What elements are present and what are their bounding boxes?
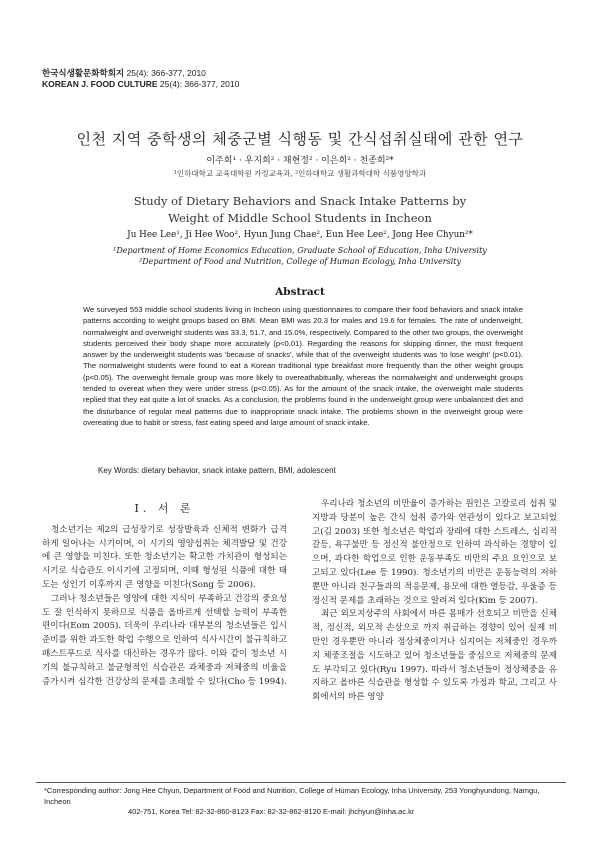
- affiliation-1: ¹Department of Home Economics Education, Graduate School of Education, Inha University: [113, 246, 487, 255]
- body-paragraph: 그러나 청소년들은 영양에 대한 지식이 부족하고 건강의 중요성도 잘 인식하지 못하므로 식품을 올바르게 선택할 능력이 부족한 편이다(Eom 2005). 더욱이 우리나라 대부분의 청소년들은 입시준비를 위한 과도한 학업 수행으로 인하여 식사시간이 불규칙하고 패스트푸드로 식사를 대신하는 경우가 많다. 이와 같이 청소년 시기의 불규칙하고 불균형적인 식습관은 과체중과 저체중의 비율을 증가시켜 심각한 건강상의 문제를 초래할 수 있다(Cho 등 1994).: [42, 593, 287, 687]
- journal-en-line: [42, 79, 239, 90]
- journal-ko-cite: 25(4): 366-377, 2010: [126, 68, 206, 78]
- journal-en-name: KOREAN J. FOOD CULTURE: [42, 79, 158, 89]
- korean-title: 인천 지역 중학생의 체중군별 식행동 및 간식섭취실태에 관한 연구: [76, 130, 524, 148]
- korean-authors: 이주희¹ · 우지희² · 채현정² · 이은희² · 천종희²*: [206, 156, 394, 166]
- body-column-right: [312, 498, 557, 705]
- journal-ko-line: [42, 68, 239, 79]
- affiliation-2: ²Department of Food and Nutrition, College of Human Ecology, Inha University: [139, 256, 461, 266]
- korean-affiliations: ¹인하대학교 교육대학원 가정교육과, ²인하대학교 생활과학대학 식품영양학과: [173, 169, 427, 178]
- body-column-left: [42, 498, 287, 689]
- corresponding-author-footnote: [44, 786, 564, 818]
- journal-header: [42, 68, 239, 90]
- english-title-line-1: Study of Dietary Behaviors and Snack Intake Patterns by: [133, 194, 467, 208]
- english-affiliations: [0, 246, 600, 267]
- keywords: Key Words: dietary behavior, snack intake pattern, BMI, adolescent: [98, 466, 336, 475]
- body-paragraph: 우리나라 청소년의 비만율이 증가하는 원인은 고칼로리 섭취 및 지방과 당분이 높은 간식 섭취 증가와 연관성이 있다고 보고되었고(김 2003) 또한 청소년은 학업과 장래에 대한 스트레스, 심리적 갈등, 욕구불만 등 정신적 불안정으로 인하여 과식하는 경향이 있으며, 과다한 학업으로 인한 운동부족도 비만의 주요 요인으로 보고되고 있다(Lee 등 1990). 청소년기의 비만은 운동능력의 저하뿐만 아니라 친구들과의 적응문제, 용모에 대한 열등감, 우울증 등 정신적 문제를 초래하는 것으로 알려져 있다(Kim 등 2007).: [312, 499, 557, 606]
- body-paragraph: 청소년기는 제2의 급성장기로 성장발육과 신체적 변화가 급격하게 일어나는 시기이며, 이 시기의 영양섭취는 체격발달 및 건강에 큰 영향을 미친다. 또한 청소년기는 확고한 가치관이 형성되는 시기로 식습관도 이시기에 고정되며, 이때 형성된 식품에 대한 태도는 성인기 이후까지 큰 영향을 미친다(Song 등 2006).: [42, 524, 287, 590]
- footnote-line-2: 402-751, Korea Tel: 82-32-860-8123 Fax: 82-32-862-8120 E-mail: jhchyun@inha.ac.kr: [128, 807, 415, 816]
- section-heading-introduction: I. 서 론: [134, 502, 195, 515]
- abstract-text: We surveyed 553 middle school students living in Incheon using questionnaires to compare their food behaviors and snack intake patterns according to weight groups based on BMI. Mean BMI was 20.3 for males and 19.6 for females. The rate of underweight, normalweight and overweight students was 33.3, 51.7, and 15.0%, respectively. Compared to the other two groups, the overweight students perceived their body shape more accurately (p<0.01). Regarding the reasons for skipping dinner, the most frequent answer by the underweight students was ‘because of snacks’, while that of the overweight students was ‘to lose weight’ (p<0.01). The normalweight students were found to eat a Korean traditional type breakfast more frequently than the other weight groups (p<0.05). The overweight female group was more likely to overeathabitually, whereas the normalweight and underweight groups tended to overeat when they were under stress (p<0.05). As for the amount of the snack intake, the overweight male students replied that they eat quite a lot of snacks. As a conclusion, the problems found in the underweight group were unbalanced diet and the disturbance of regular meal patterns due to inappropriate snack intake. The problems shown in the overweight group were overeating due to habit or stress, fast eating speed and large amount of snack intake.: [83, 305, 523, 427]
- english-authors: Ju Hee Lee¹, Ji Hee Woo², Hyun Jung Chae², Eun Hee Lee², Jong Hee Chyun²*: [127, 230, 473, 240]
- journal-en-cite: 25(4): 366-377, 2010: [159, 79, 240, 89]
- body-paragraph: 최근 외모지상주의 사회에서 마른 몸매가 선호되고 비만을 신체적, 정신적, 외모적 손상으로 까지 취급하는 경향이 있어 실제 비만인 경우뿐만 아니라 정상체중이거나 심지어는 저체중인 경우까지 체중조절을 시도하고 있어 청소년들을 중심으로 저체중의 문제도 부각되고 있다(Ryu 1997). 따라서 청소년들이 정상체중을 유지하고 올바른 식습관을 형성할 수 있도록 가정과 학교, 그리고 사회에서의 바른 영양: [312, 609, 557, 703]
- english-title-line-2: Weight of Middle School Students in Incheon: [168, 211, 432, 225]
- journal-ko-name: 한국식생활문화학회지: [42, 68, 125, 78]
- footnote-divider: [36, 782, 566, 783]
- footnote-line-1: *Corresponding author: Jong Hee Chyun, Department of Food and Nutrition, College of Human Ecology, Inha University, 253 Yonghyundong, Namgu, Incheon: [44, 786, 540, 806]
- abstract-heading: Abstract: [275, 286, 325, 298]
- english-title: [0, 193, 600, 227]
